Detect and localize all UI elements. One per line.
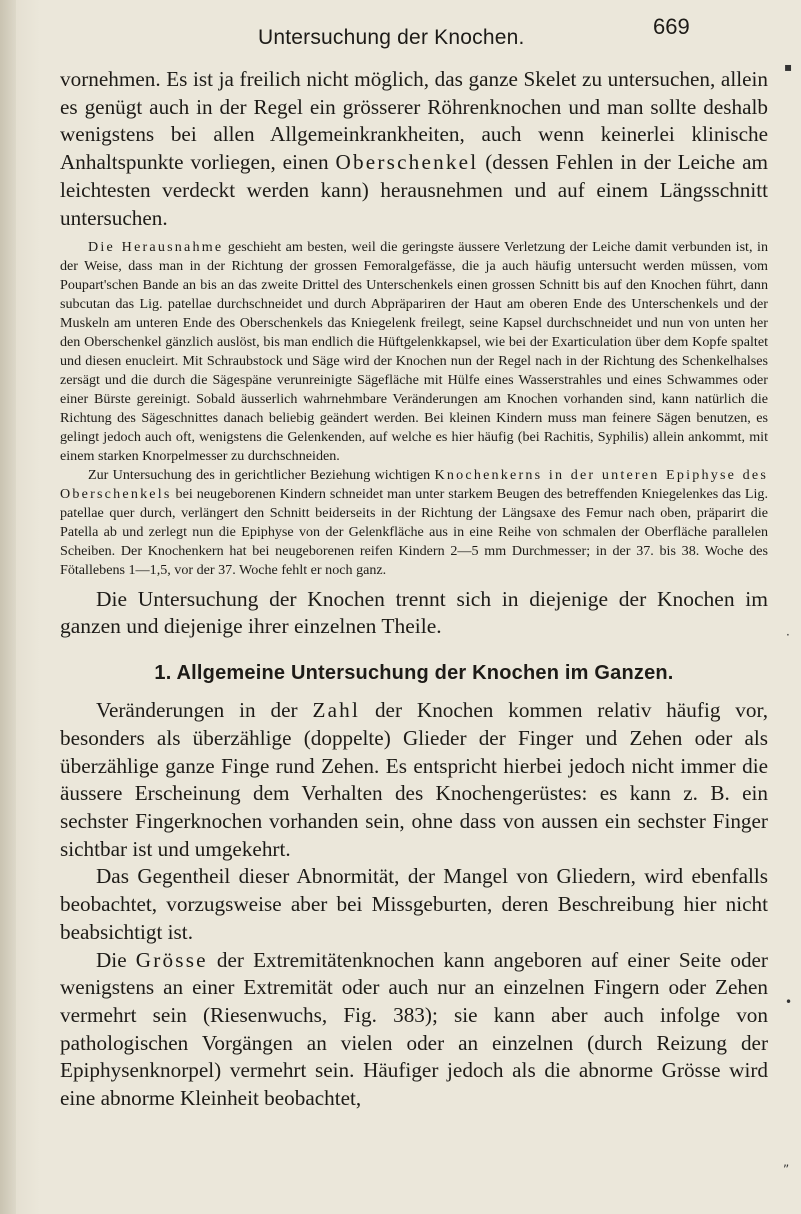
running-title: Untersuchung der Knochen. <box>258 26 525 49</box>
margin-mark: ▪ <box>784 60 793 74</box>
lead-paragraph: Die Untersuchung der Knochen trennt sich in diejenige der Knochen im ganzen und diejenige ihrer einzelnen Theile. <box>60 587 768 639</box>
emphasis-herausnahme: Die Herausnahme <box>88 239 224 256</box>
note-herausnahme: Die Herausnahme geschieht am besten, weil die geringste äussere Verletzung der Leiche damit verbunden ist, in der Weise, dass man in der Richtung der grossen Femoralgefässe, die ja auch häufig untersucht werden müssen, vom Poupart'schen Bande an bis an das zweite Drittel des Unterschenkels einen grossen Schnitt bis auf den Knochen führt, dann subcutan das Lig. patellae durchschneidet und durch Abpräpariren der Haut am oberen Ende des Unterschenkels und der Muskeln am unteren Ende des Oberschenkels das Kniegelenk freilegt, seine Kapsel durchschneidet und nun von unten her den Oberschenkel gänzlich auslöst, bis man endlich die Hüftgelenkkapsel, wie bei der Exarticulation über dem Kopfe spaltet und diesen enucleirt. Mit Schraubstock und Säge wird der Knochen nun der Regel nach in der Richtung des Schenkelhalses zersägt und die durch die Sägespäne verunreinigte Sägefläche mit Hülfe eines Wasserstrahles und eines Schwammes oder einer Bürste gereinigt. Sobald äusserlich wahrnehmbare Veränderungen am Knochen vorhanden sind, kann natürlich die Richtung des Sägeschnittes danach beliebig geändert werden. Bei kleinen Kindern muss man feinere Sägen benutzen, es gelingt jedoch auch oft, wenigstens die Gelenkenden, auf welche es hier häufig (bei Rachitis, Syphilis) allein ankommt, mit einem starken Knorpelmesser zu durchschneiden. <box>60 239 768 465</box>
margin-mark: „ <box>783 1155 790 1169</box>
emphasis-knochenkern: Knochenkerns in der unteren Epiphyse des Oberschenkels <box>60 467 769 503</box>
paragraph-zahl: Veränderungen in der Zahl der Knochen kommen relativ häufig vor, besonders als überzählige (doppelte) Glieder der Finger und Zehen oder als überzählige ganze Finge rund Zehen. Es entspricht hierbei jedoch nicht immer die äussere Erscheinung dem Verhalten des Knochengerüstes: es kann z. B. ein sechster Fingerknochen vorhanden sein, ohne dass von aussen ein sechster Finger sichtbar ist und umgekehrt. <box>60 698 768 861</box>
emphasis-zahl: Zahl <box>312 698 361 723</box>
emphasis-oberschenkel: Oberschenkel <box>335 150 479 175</box>
note-knochenkern: Zur Untersuchung des in gerichtlicher Beziehung wichtigen Knochenkerns in der unteren Epiphyse des Oberschenkels bei neugeborenen Kindern schneidet man unter starkem Beugen des betreffenden Kniegelenkes das Lig. patellae quer durch, verlängert den Schnitt beiderseits in der Richtung der Längsaxe des Femur nach oben, präparirt die Patella ab und zerlegt nun die Epiphyse von der Gelenkfläche aus in eine Reihe von schmalen der Oberfläche parallelen Scheiben. Der Knochenkern hat bei neugeborenen reifen Kindern 2—5 mm Durchmesser; in der 37. bis 38. Woche des Fötallebens 1—1,5, vor der 37. Woche fehlt er noch ganz. <box>60 467 769 579</box>
section-heading: 1. Allgemeine Untersuchung der Knochen im Ganzen. <box>154 662 674 685</box>
page-header <box>0 14 801 54</box>
margin-mark: · <box>786 628 790 642</box>
page-binding-shadow <box>0 0 16 1214</box>
page-number: 669 <box>653 14 690 39</box>
paragraph-gegentheil: Das Gegentheil dieser Abnormität, der Mangel von Gliedern, wird ebenfalls beobachtet, vorzugsweise aber bei Missgeburten, deren Beschreibung hier nicht beabsichtigt ist. <box>60 864 768 944</box>
emphasis-groesse: Grösse <box>135 947 208 972</box>
paragraph-groesse: Die Grösse der Extremitätenknochen kann angeboren auf einer Seite oder wenigstens an einer Extremität oder auch nur an einzelnen Fingern oder Zehen vermehrt sein (Riesenwuchs, Fig. 383); sie kann aber auch infolge von pathologischen Vorgängen an vielen oder an einzelnen (durch Reizung der Epiphysenknorpel) vermehrt sein. Häufiger jedoch als die abnorme Grösse wird eine abnorme Kleinheit beobachtet, <box>60 947 768 1111</box>
paragraph-intro: vornehmen. Es ist ja freilich nicht möglich, das ganze Skelet zu untersuchen, allein es genügt auch in der Regel ein grösserer Röhrenknochen und man sollte deshalb wenigstens bei allen Allgemeinkrankheiten, auch wenn keinerlei klinische Anhaltspunkte vorliegen, einen Oberschenkel (dessen Fehlen in der Leiche am leichtesten verdeckt werden kann) herausnehmen und auf einem Längsschnitt untersuchen. <box>60 67 768 230</box>
page-body <box>60 66 768 1113</box>
margin-mark: • <box>785 995 793 1009</box>
